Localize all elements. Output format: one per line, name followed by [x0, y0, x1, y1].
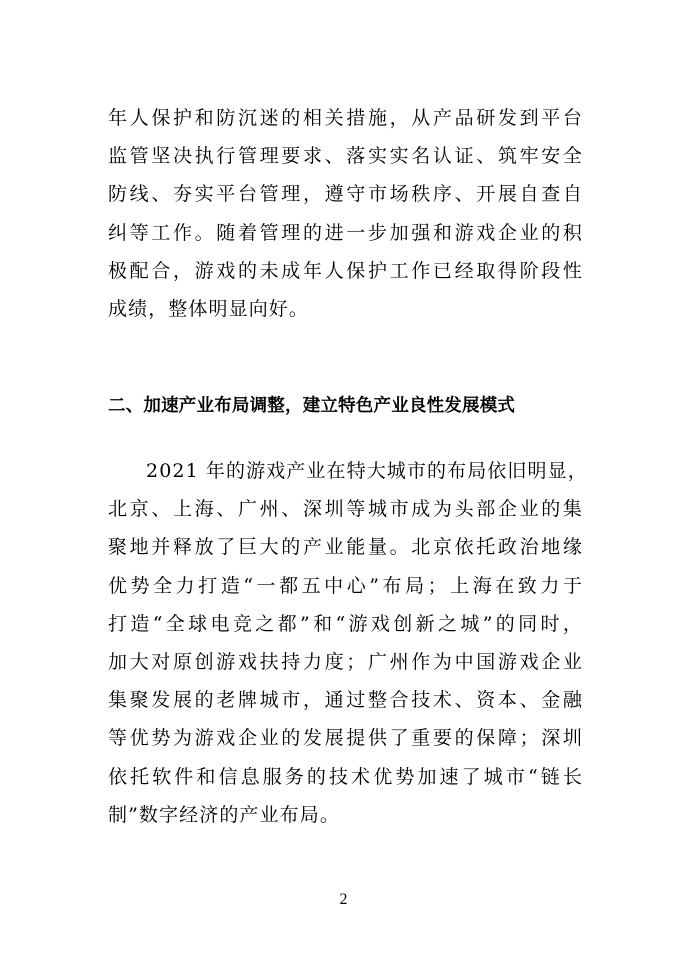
paragraph-line: 制”数字经济的产业布局。 [108, 803, 340, 826]
paragraph-line: 纠等工作。随着管理的进一步加强和游戏企业的积 [108, 221, 583, 244]
paragraph-line: 北京、上海、广州、深圳等城市成为头部企业的集 [108, 498, 583, 521]
paragraph-line: 依托软件和信息服务的技术优势加速了城市“链长 [108, 765, 583, 788]
paragraph-line: 2021 年的游戏产业在特大城市的布局依旧明显， [146, 460, 588, 482]
paragraph-line: 打造“全球电竞之都”和“游戏创新之城”的同时， [108, 612, 583, 635]
paragraph-line: 集聚发展的老牌城市，通过整合技术、资本、金融 [108, 689, 583, 712]
paragraph-line: 聚地并释放了巨大的产业能量。北京依托政治地缘 [108, 536, 583, 559]
paragraph-line: 极配合，游戏的未成年人保护工作已经取得阶段性 [108, 259, 583, 282]
paragraph-line: 年人保护和防沉迷的相关措施，从产品研发到平台 [108, 107, 583, 129]
paragraph-2 [108, 452, 588, 834]
paragraph-line: 成绩，整体明显向好。 [108, 297, 310, 320]
paragraph-1 [108, 99, 583, 328]
paragraph-line: 优势全力打造“一都五中心”布局；上海在致力于 [108, 574, 583, 597]
section-heading: 二、加速产业布局调整，建立特色产业良性发展模式 [108, 396, 516, 416]
page-number: 2 [339, 891, 348, 908]
paragraph-line: 防线、夯实平台管理，遵守市场秩序、开展自查自 [108, 183, 583, 206]
paragraph-line: 监管坚决执行管理要求、落实实名认证、筑牢安全 [108, 145, 583, 168]
paragraph-line: 加大对原创游戏扶持力度；广州作为中国游戏企业 [108, 650, 583, 673]
paragraph-line: 等优势为游戏企业的发展提供了重要的保障；深圳 [108, 727, 583, 750]
